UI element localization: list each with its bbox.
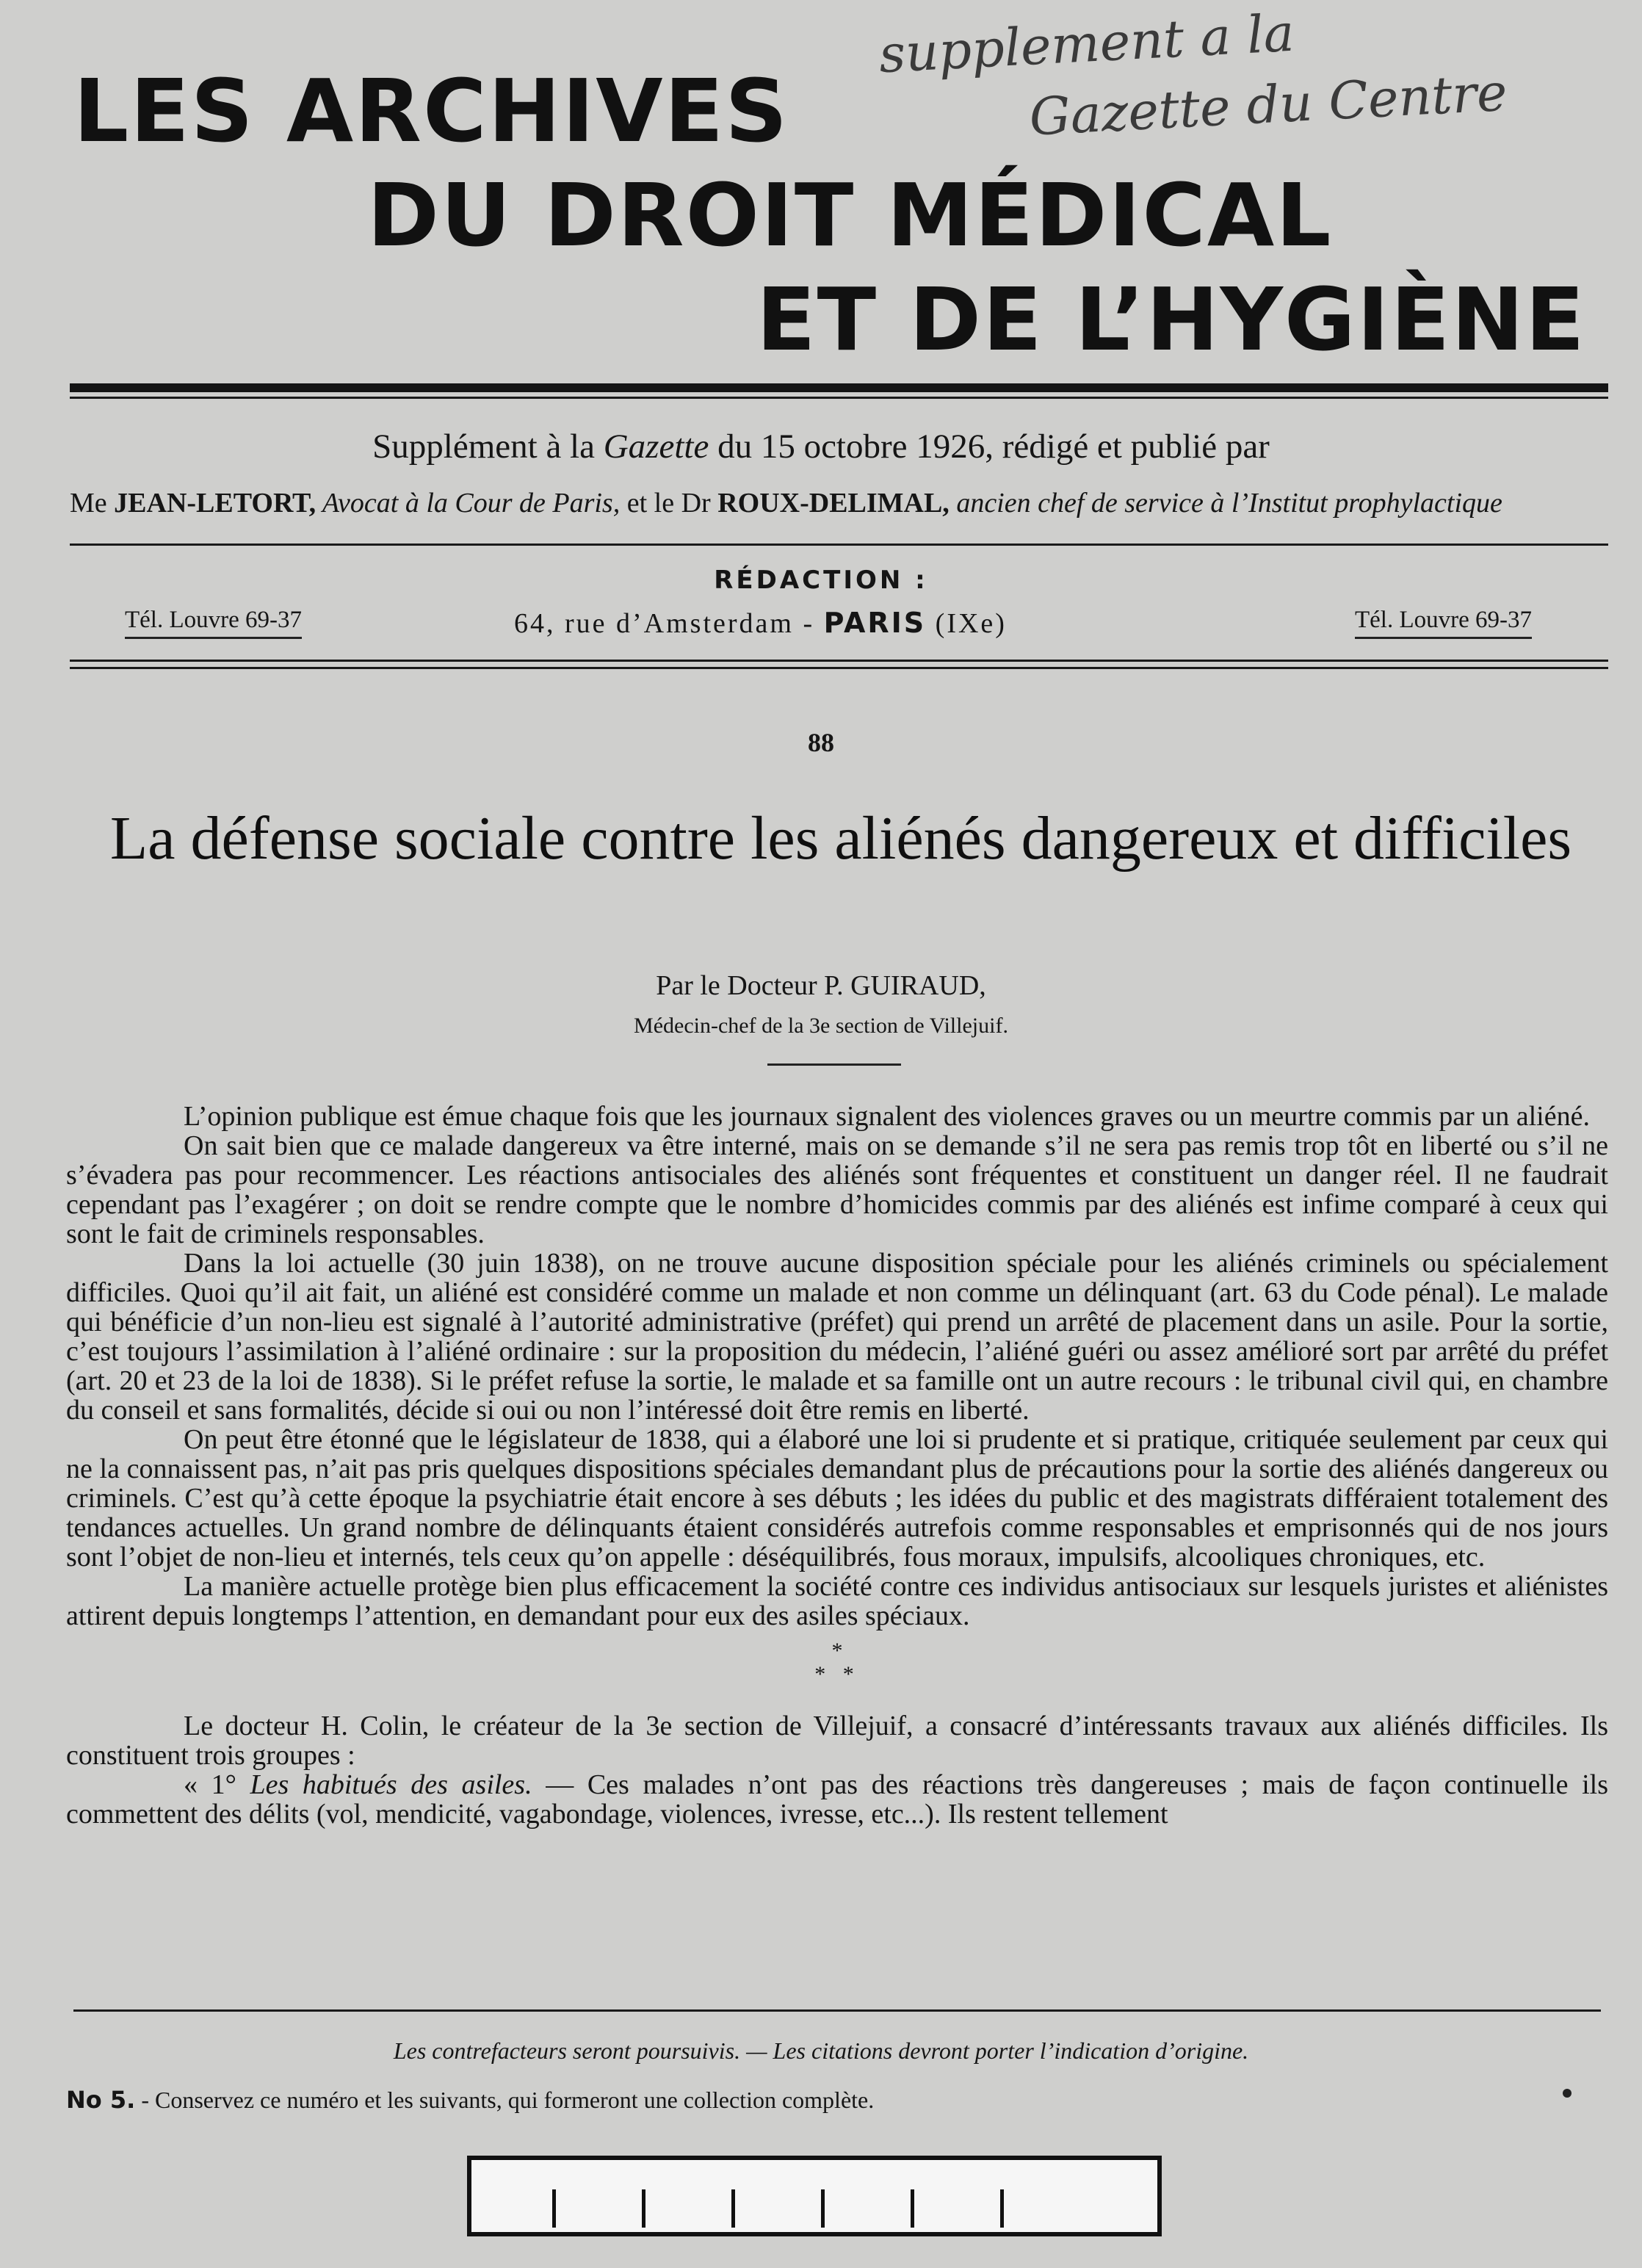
paragraph <box>66 1770 1608 1829</box>
address-city: PARIS <box>823 607 927 639</box>
group-text: — Ces malades n’ont pas des réactions très dangereuses ; mais de façon continuelle ils commettent des délits (vol, mendicité, vagabondage, violences, ivresse, etc...). Ils restent tellement <box>66 1769 1608 1830</box>
header-rule-1 <box>70 660 1608 662</box>
masthead <box>73 59 1616 372</box>
asterism-bottom: * * <box>814 1662 860 1686</box>
paragraph: On sait bien que ce malade dangereux va être interné, mais on se demande s’il ne sera pas remis trop tôt en liberté ou s’il ne s’évadera pas pour recommencer. Les réactions antisociales des aliénés sont fréquentes et constituent un danger réel. Il ne faudrait cependant pas l’exagérer ; on doit se rendre compte que le nombre d’homicides commis par des aliénés est infime comparé à ceux qui sont le fait de criminels responsables. <box>66 1130 1608 1249</box>
authors-joiner: et le <box>620 488 681 519</box>
scale-tick <box>821 2189 825 2228</box>
section-separator <box>66 1639 1608 1686</box>
footer-legal-notice: Les contrefacteurs seront poursuivis. — Les citations devront porter l’indication d’origine. <box>393 2037 1249 2064</box>
footer-note <box>66 2086 874 2114</box>
paragraph: Dans la loi actuelle (30 juin 1838), on ne trouve aucune disposition spéciale pour les aliénés criminels ou spécialement difficiles. Quoi qu’il ait fait, un aliéné est considéré comme un malade et non comme un délinquant (art. 63 du Code pénal). Le malade qui bénéficie d’un non-lieu est signalé à l’autorité administrative (préfet) qui prend un arrêté de placement dans un asile. Pour la sortie, c’est toujours l’assimilation à l’aliéné ordinaire : sur la proposition du médecin, l’aliéné guéri ou assez amélioré sort par arrêté du préfet (art. 20 et 23 de la loi de 1838). Si le préfet refuse la sortie, le malade et sa famille ont un autre recours : le tribunal civil qui, en chambre du conseil et sans formalités, décide si oui ou non l’intéressé doit être remis en liberté. <box>66 1248 1608 1426</box>
author-1-title: Me <box>70 488 115 519</box>
masthead-rule <box>70 383 1608 392</box>
authors-rule <box>70 543 1608 546</box>
telephone-right: Tél. Louvre 69-37 <box>1355 607 1532 639</box>
redaction-label: RÉDACTION : <box>714 566 928 595</box>
article-body <box>66 1102 1608 1829</box>
issue-label: No 5. <box>66 2086 136 2114</box>
paragraph: On peut être étonné que le législateur de 1838, qui a élaboré une loi si prudente et si pratique, critiquée seulement par ceux qui ne la connaissent pas, n’ait pas pris quelques dispositions spéciales demandant plus de précautions pour la sortie des aliénés dangereux ou criminels. C’est qu’à cette époque la psychiatrie était encore à ses débuts ; les idées du public et des magistrats différaient totalement des tendances actuelles. Un grand nombre de délinquants étaient considérés autrefois comme responsables et emprisonnés qui de nos jours sont l’objet de non-lieu et internés, tels ceux qu’on appelle : déséquilibrés, fous moraux, impulsifs, alcooliques chroniques, etc. <box>66 1424 1608 1572</box>
author-1-name: JEAN-LETORT, <box>114 488 317 519</box>
scale-tick <box>1000 2189 1004 2228</box>
redaction-address <box>514 607 1007 640</box>
article-title: La défense sociale contre les aliénés dangereux et difficiles <box>109 804 1572 873</box>
header-rule-2 <box>70 667 1608 669</box>
author-2-name: ROUX-DELIMAL, <box>717 488 950 519</box>
ink-dot <box>1563 2089 1572 2098</box>
paragraph: L’opinion publique est émue chaque fois que les journaux signalent des violences graves ou un meurtre commis par un aliéné. <box>184 1101 1590 1132</box>
supplement-suffix: du 15 octobre 1926, rédigé et publié par <box>709 427 1270 466</box>
masthead-rule-thin <box>70 397 1608 399</box>
title-separator <box>767 1063 901 1066</box>
masthead-line-3: ET DE L’HYGIÈNE <box>756 269 1586 370</box>
handwritten-line-1: supplement a la <box>878 2 1296 85</box>
scale-tick <box>731 2189 735 2228</box>
supplement-prefix: Supplément à la <box>372 427 604 466</box>
collection-note: - Conservez ce numéro et les suivants, qui formeront une collection complète. <box>135 2087 875 2113</box>
paragraph: La manière actuelle protège bien plus efficacement la société contre ces individus antisociaux sur lesquels juristes et aliénistes attirent depuis longtemps l’attention, en demandant pour eux des asiles spéciaux. <box>66 1571 1608 1631</box>
author-2-role: ancien chef de service à l’Institut prophylactique <box>949 488 1502 519</box>
authors-line <box>70 485 1612 521</box>
author-2-title: Dr <box>681 488 718 519</box>
paragraph: Le docteur H. Colin, le créateur de la 3e section de Villejuif, a consacré d’intéressants travaux aux aliénés difficiles. Ils constituent trois groupes : <box>66 1711 1608 1771</box>
scale-tick <box>911 2189 914 2228</box>
supplement-gazette: Gazette <box>603 427 709 466</box>
scale-tick <box>642 2189 645 2228</box>
supplement-line <box>0 425 1642 469</box>
address-arrondissement: (IXe) <box>926 608 1007 639</box>
article-affiliation: Médecin-chef de la 3e section de Villejuif. <box>634 1014 1008 1038</box>
telephone-left: Tél. Louvre 69-37 <box>125 607 302 639</box>
masthead-line-1: LES ARCHIVES <box>73 60 789 162</box>
list-marker: « 1° <box>184 1769 250 1800</box>
article-byline: Par le Docteur P. GUIRAUD, <box>656 970 986 1001</box>
address-street: 64, rue d’Amsterdam - <box>514 608 824 639</box>
masthead-line-2: DU DROIT MÉDICAL <box>367 165 1333 266</box>
group-heading: Les habitués des asiles. <box>250 1769 532 1800</box>
author-1-role: Avocat à la Cour de Paris, <box>316 488 621 519</box>
footer-rule <box>73 2009 1601 2012</box>
scale-bar <box>467 2156 1162 2236</box>
handwritten-line-2: Gazette du Centre <box>1027 62 1509 148</box>
scale-tick <box>552 2189 556 2228</box>
issue-number: 88 <box>808 728 834 757</box>
asterism-top: * <box>831 1639 843 1663</box>
